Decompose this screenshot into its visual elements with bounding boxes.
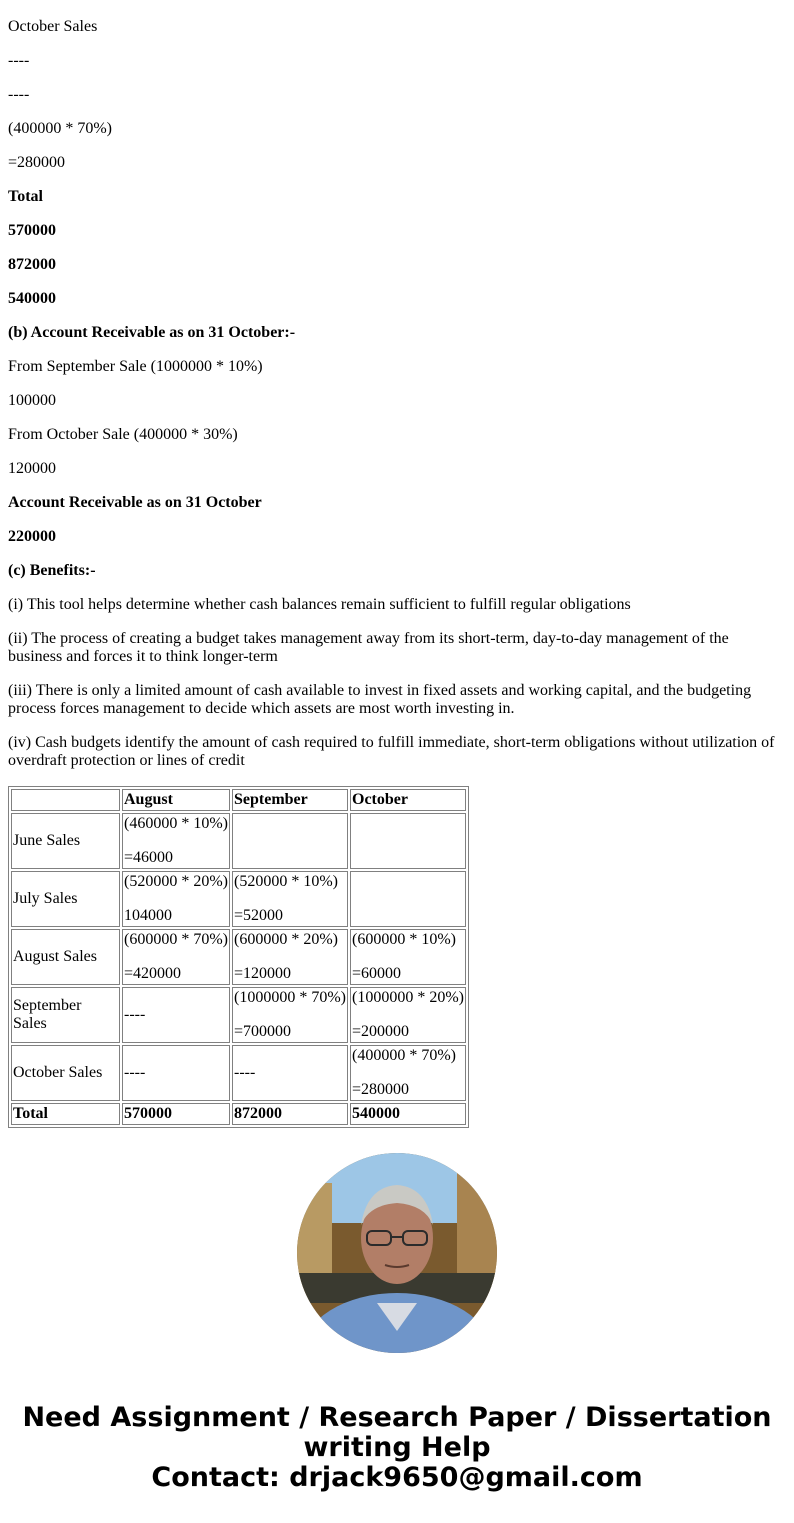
table-row [11,1045,466,1101]
cell-text: ---- [124,1064,146,1081]
promo-banner [0,1403,794,1493]
table-cell [122,987,230,1043]
table-cell [350,929,466,985]
table-cell [122,871,230,927]
table-row [11,987,466,1043]
cell-text: 104000 [124,907,172,924]
table-cell [350,871,466,927]
column-header: October [350,789,466,811]
cell-text: (460000 * 10%) [124,815,228,832]
table-cell [232,871,348,927]
intro-line: 540000 [8,290,56,307]
cell-text: ---- [124,1006,146,1023]
cell-text [352,891,464,907]
cell-text: =52000 [234,907,284,924]
receivable-heading: (b) Account Receivable as on 31 October:- [8,324,296,341]
cell-text: (600000 * 70%) [124,931,228,948]
total-cell: Total [11,1103,120,1125]
table-total-row [11,1103,466,1125]
cell-text: ---- [234,1064,256,1081]
intro-line: =280000 [8,154,66,171]
cash-collection-table [8,786,469,1128]
table-cell [232,929,348,985]
benefits-heading: (c) Benefits:- [8,562,96,579]
intro-line: October Sales [8,18,98,35]
table-row [11,813,466,869]
table-cell [122,1045,230,1101]
banner-line: writing Help [303,1432,491,1463]
table-cell [232,1045,348,1101]
total-cell: 570000 [122,1103,230,1125]
intro-line: ---- [8,52,30,69]
cell-text: (520000 * 10%) [234,873,338,890]
banner-contact: Contact: drjack9650@gmail.com [151,1462,643,1493]
benefit-item: (iii) There is only a limited amount of cash available to invest in fixed assets and working capital, and the budgeting process forces management to decide which assets are most worth investing in. [8,682,752,717]
cell-text: =60000 [352,965,402,982]
cell-text: (1000000 * 20%) [352,989,464,1006]
cell-text: =420000 [124,965,182,982]
cell-text: =700000 [234,1023,292,1040]
receivable-oct-value: 120000 [8,460,56,477]
row-label: October Sales [11,1045,120,1101]
row-label: July Sales [11,871,120,927]
intro-line: 872000 [8,256,56,273]
row-label: August Sales [11,929,120,985]
cell-text: (520000 * 20%) [124,873,228,890]
table-row [11,871,466,927]
cell-text: (400000 * 70%) [352,1047,456,1064]
cell-text: (600000 * 20%) [234,931,338,948]
benefit-item: (i) This tool helps determine whether cash balances remain sufficient to fulfill regular obligations [8,596,631,613]
table-cell [350,987,466,1043]
table-cell [232,987,348,1043]
table-cell [350,1045,466,1101]
banner-line: Need Assignment / Research Paper / Dissertation [22,1402,772,1433]
table-header-row [11,789,466,811]
cell-text [234,833,346,849]
intro-lines [8,0,786,308]
table-cell [122,813,230,869]
column-header: August [122,789,230,811]
column-header: September [232,789,348,811]
table-cell [232,813,348,869]
intro-line: 570000 [8,222,56,239]
intro-line: (400000 * 70%) [8,120,112,137]
table-cell [122,929,230,985]
column-header [11,789,120,811]
cell-text: =200000 [352,1023,410,1040]
cell-text: =120000 [234,965,292,982]
cell-text: (600000 * 10%) [352,931,456,948]
author-avatar [297,1153,497,1353]
table-cell [350,813,466,869]
intro-line: ---- [8,86,30,103]
total-cell: 872000 [232,1103,348,1125]
benefit-item: (ii) The process of creating a budget takes management away from its short-term, day-to-day management of the business and forces it to think longer-term [8,630,729,665]
benefit-item: (iv) Cash budgets identify the amount of cash required to fulfill immediate, short-term obligations without utilization of overdraft protection or lines of credit [8,734,775,769]
receivable-total-value: 220000 [8,528,56,545]
receivable-sept-value: 100000 [8,392,56,409]
row-label: June Sales [11,813,120,869]
intro-line: Total [8,188,43,205]
receivable-sept-label: From September Sale (1000000 * 10%) [8,358,263,375]
cell-text: (1000000 * 70%) [234,989,346,1006]
row-label: September Sales [11,987,120,1043]
cell-text: =46000 [124,849,174,866]
portrait-image [297,1153,497,1353]
receivable-oct-label: From October Sale (400000 * 30%) [8,426,238,443]
cell-text [352,833,464,849]
total-cell: 540000 [350,1103,466,1125]
table-row [11,929,466,985]
cell-text: =280000 [352,1081,410,1098]
receivable-total-label: Account Receivable as on 31 October [8,494,262,511]
